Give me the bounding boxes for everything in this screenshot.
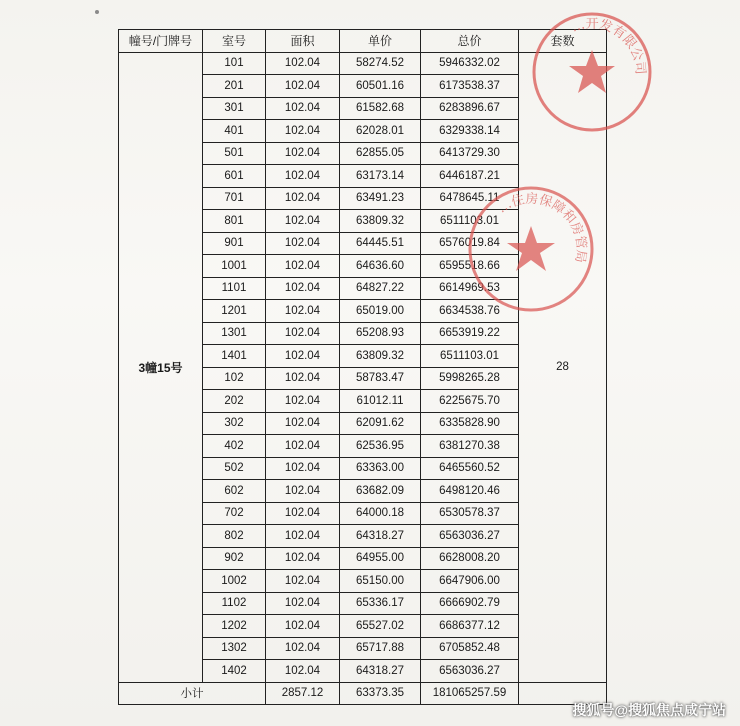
area-cell: 102.04 bbox=[266, 457, 340, 480]
unit-price-cell: 63363.00 bbox=[340, 457, 421, 480]
unit-price-cell: 61582.68 bbox=[340, 97, 421, 120]
table-header-row bbox=[119, 30, 607, 53]
area-cell: 102.04 bbox=[266, 502, 340, 525]
unit-price-cell: 64318.27 bbox=[340, 525, 421, 548]
total-price-cell: 6666902.79 bbox=[421, 592, 519, 615]
price-table bbox=[118, 29, 607, 705]
area-cell: 102.04 bbox=[266, 210, 340, 233]
header-unit-price: 单价 bbox=[340, 30, 421, 53]
unit-price-cell: 63682.09 bbox=[340, 480, 421, 503]
total-price-cell: 6511103.01 bbox=[421, 210, 519, 233]
total-price-cell: 6283896.67 bbox=[421, 97, 519, 120]
unit-price-cell: 65717.88 bbox=[340, 637, 421, 660]
room-cell: 1202 bbox=[203, 615, 266, 638]
area-cell: 102.04 bbox=[266, 300, 340, 323]
total-price-cell: 6628008.20 bbox=[421, 547, 519, 570]
room-cell: 701 bbox=[203, 187, 266, 210]
unit-price-cell: 65208.93 bbox=[340, 322, 421, 345]
header-area: 面积 bbox=[266, 30, 340, 53]
total-price-cell: 6686377.12 bbox=[421, 615, 519, 638]
total-price-cell: 6614969.53 bbox=[421, 277, 519, 300]
unit-price-cell: 62091.62 bbox=[340, 412, 421, 435]
subtotal-row bbox=[119, 682, 607, 705]
room-cell: 1402 bbox=[203, 660, 266, 683]
total-price-cell: 6634538.76 bbox=[421, 300, 519, 323]
total-price-cell: 6563036.27 bbox=[421, 660, 519, 683]
area-cell: 102.04 bbox=[266, 75, 340, 98]
area-cell: 102.04 bbox=[266, 52, 340, 75]
area-cell: 102.04 bbox=[266, 412, 340, 435]
area-cell: 102.04 bbox=[266, 322, 340, 345]
unit-price-cell: 62855.05 bbox=[340, 142, 421, 165]
room-cell: 101 bbox=[203, 52, 266, 75]
unit-price-cell: 64445.51 bbox=[340, 232, 421, 255]
total-price-cell: 6465560.52 bbox=[421, 457, 519, 480]
subtotal-total-price: 181065257.59 bbox=[421, 682, 519, 705]
unit-price-cell: 62028.01 bbox=[340, 120, 421, 143]
total-price-cell: 5998265.28 bbox=[421, 367, 519, 390]
room-cell: 801 bbox=[203, 210, 266, 233]
room-cell: 301 bbox=[203, 97, 266, 120]
room-cell: 602 bbox=[203, 480, 266, 503]
room-cell: 802 bbox=[203, 525, 266, 548]
room-cell: 401 bbox=[203, 120, 266, 143]
room-cell: 502 bbox=[203, 457, 266, 480]
unit-price-cell: 64636.60 bbox=[340, 255, 421, 278]
room-cell: 702 bbox=[203, 502, 266, 525]
area-cell: 102.04 bbox=[266, 592, 340, 615]
area-cell: 102.04 bbox=[266, 277, 340, 300]
area-cell: 102.04 bbox=[266, 525, 340, 548]
unit-price-cell: 58783.47 bbox=[340, 367, 421, 390]
area-cell: 102.04 bbox=[266, 187, 340, 210]
area-cell: 102.04 bbox=[266, 97, 340, 120]
area-cell: 102.04 bbox=[266, 637, 340, 660]
subtotal-label: 小计 bbox=[119, 682, 266, 705]
room-cell: 1302 bbox=[203, 637, 266, 660]
room-cell: 201 bbox=[203, 75, 266, 98]
unit-price-cell: 63809.32 bbox=[340, 210, 421, 233]
area-cell: 102.04 bbox=[266, 390, 340, 413]
unit-price-cell: 65527.02 bbox=[340, 615, 421, 638]
watermark: 搜狐号@搜狐焦点咸宁站 bbox=[572, 702, 726, 718]
unit-price-cell: 62536.95 bbox=[340, 435, 421, 458]
room-cell: 402 bbox=[203, 435, 266, 458]
unit-price-cell: 65150.00 bbox=[340, 570, 421, 593]
area-cell: 102.04 bbox=[266, 547, 340, 570]
subtotal-unit-price: 63373.35 bbox=[340, 682, 421, 705]
table-row bbox=[119, 52, 607, 75]
total-price-cell: 6498120.46 bbox=[421, 480, 519, 503]
room-cell: 1002 bbox=[203, 570, 266, 593]
total-price-cell: 6563036.27 bbox=[421, 525, 519, 548]
total-price-cell: 6653919.22 bbox=[421, 322, 519, 345]
total-price-cell: 6173538.37 bbox=[421, 75, 519, 98]
unit-price-cell: 65336.17 bbox=[340, 592, 421, 615]
room-cell: 601 bbox=[203, 165, 266, 188]
total-price-cell: 6705852.48 bbox=[421, 637, 519, 660]
unit-price-cell: 63809.32 bbox=[340, 345, 421, 368]
total-price-cell: 6576019.84 bbox=[421, 232, 519, 255]
room-cell: 901 bbox=[203, 232, 266, 255]
total-price-cell: 6446187.21 bbox=[421, 165, 519, 188]
room-cell: 202 bbox=[203, 390, 266, 413]
unit-count-cell: 28 bbox=[519, 52, 607, 682]
area-cell: 102.04 bbox=[266, 120, 340, 143]
area-cell: 102.04 bbox=[266, 660, 340, 683]
area-cell: 102.04 bbox=[266, 345, 340, 368]
company-seal-text: …开发有限公司 bbox=[570, 16, 648, 76]
area-cell: 102.04 bbox=[266, 232, 340, 255]
unit-price-cell: 63491.23 bbox=[340, 187, 421, 210]
room-cell: 302 bbox=[203, 412, 266, 435]
room-cell: 1401 bbox=[203, 345, 266, 368]
area-cell: 102.04 bbox=[266, 165, 340, 188]
total-price-cell: 6478645.11 bbox=[421, 187, 519, 210]
area-cell: 102.04 bbox=[266, 255, 340, 278]
unit-price-cell: 61012.11 bbox=[340, 390, 421, 413]
header-unit-count: 套数 bbox=[519, 30, 607, 53]
room-cell: 1102 bbox=[203, 592, 266, 615]
room-cell: 501 bbox=[203, 142, 266, 165]
subtotal-area: 2857.12 bbox=[266, 682, 340, 705]
area-cell: 102.04 bbox=[266, 480, 340, 503]
total-price-cell: 6511103.01 bbox=[421, 345, 519, 368]
header-building: 幢号/门牌号 bbox=[119, 30, 203, 53]
area-cell: 102.04 bbox=[266, 435, 340, 458]
header-room: 室号 bbox=[203, 30, 266, 53]
unit-price-cell: 58274.52 bbox=[340, 52, 421, 75]
total-price-cell: 6595518.66 bbox=[421, 255, 519, 278]
header-total-price: 总价 bbox=[421, 30, 519, 53]
total-price-cell: 5946332.02 bbox=[421, 52, 519, 75]
unit-price-cell: 64955.00 bbox=[340, 547, 421, 570]
unit-price-cell: 64318.27 bbox=[340, 660, 421, 683]
area-cell: 102.04 bbox=[266, 570, 340, 593]
total-price-cell: 6335828.90 bbox=[421, 412, 519, 435]
total-price-cell: 6530578.37 bbox=[421, 502, 519, 525]
total-price-cell: 6413729.30 bbox=[421, 142, 519, 165]
room-cell: 902 bbox=[203, 547, 266, 570]
unit-price-cell: 64827.22 bbox=[340, 277, 421, 300]
unit-price-cell: 65019.00 bbox=[340, 300, 421, 323]
building-number-cell: 3幢15号 bbox=[119, 52, 203, 682]
unit-price-cell: 60501.16 bbox=[340, 75, 421, 98]
total-price-cell: 6381270.38 bbox=[421, 435, 519, 458]
area-cell: 102.04 bbox=[266, 615, 340, 638]
unit-price-cell: 64000.18 bbox=[340, 502, 421, 525]
total-price-cell: 6329338.14 bbox=[421, 120, 519, 143]
housing-bureau-seal-text: …住房保障和房管局 bbox=[495, 191, 589, 264]
area-cell: 102.04 bbox=[266, 142, 340, 165]
area-cell: 102.04 bbox=[266, 367, 340, 390]
room-cell: 1201 bbox=[203, 300, 266, 323]
unit-price-cell: 63173.14 bbox=[340, 165, 421, 188]
room-cell: 1301 bbox=[203, 322, 266, 345]
room-cell: 1101 bbox=[203, 277, 266, 300]
total-price-cell: 6225675.70 bbox=[421, 390, 519, 413]
total-price-cell: 6647906.00 bbox=[421, 570, 519, 593]
paper-mark bbox=[95, 10, 99, 14]
room-cell: 102 bbox=[203, 367, 266, 390]
room-cell: 1001 bbox=[203, 255, 266, 278]
